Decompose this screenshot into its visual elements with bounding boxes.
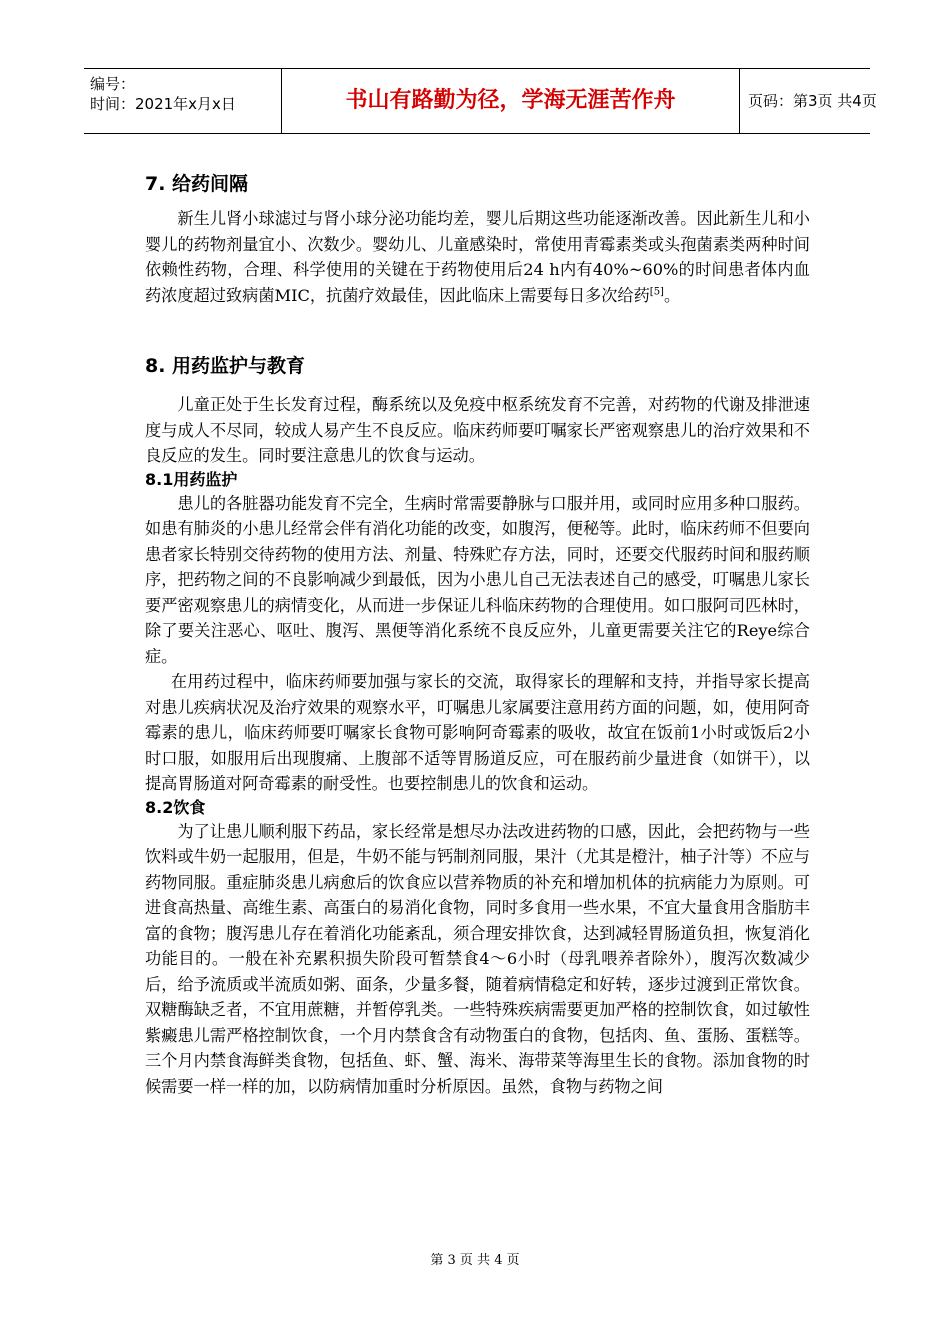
section-7-title: 7. 给药间隔 xyxy=(145,173,249,195)
header-motto: 书山有路勤为径，学海无涯苦作舟 xyxy=(282,69,740,133)
subsection-8-1-title: 8.1用药监护 xyxy=(145,469,238,489)
subsection-8-1-paragraph-2: 在用药过程中，临床药师要加强与家长的交流，取得家长的理解和支持，并指导家长提高对患儿疾病状况及治疗效果的观察水平，叮嘱患儿家属要注意用药方面的问题，如，使用阿奇霉素的患儿，临床药师要叮嘱家长食物可影响阿奇霉素的吸收，故宜在饭前1小时或饭后2小时口服，如服用后出现腹痛、上腹部不适等胃肠道反应，可在服药前少量进食（如饼干），以提高胃肠道对阿奇霉素的耐受性。也要控制患儿的饮食和运动。 xyxy=(145,672,810,793)
page-header xyxy=(84,68,877,134)
header-meta xyxy=(84,69,282,133)
page-footer: 第 3 页 共 4 页 xyxy=(430,1253,520,1268)
header-time-label: 时间：2021年x月x日 xyxy=(90,95,236,113)
header-page-info: 页码：第3页 共4页 xyxy=(748,92,877,110)
subsection-8-2-paragraph-1: 为了让患儿顺利服下药品，家长经常是想尽办法改进药物的口感，因此，会把药物与一些饮料或牛奶一起服用，但是，牛奶不能与钙制剂同服，果汁（尤其是橙汁，柚子汁等）不应与药物同服。重症肺炎患儿病愈后的饮食应以营养物质的补充和增加机体的抗病能力为原则。可进食高热量、高维生素、高蛋白的易消化食物，同时多食用一些水果，不宜大量食用含脂肪丰富的食物；腹泻患儿存在着消化功能紊乱，须合理安排饮食，达到减轻胃肠道负担，恢复消化功能目的。一般在补充累积损失阶段可暂禁食4～6小时（母乳喂养者除外），腹泻次数减少后，给予流质或半流质如粥、面条，少量多餐，随着病情稳定和好转，逐步过渡到正常饮食。双糖酶缺乏者，不宜用蔗糖，并暂停乳类。一些特殊疾病需要更加严格的控制饮食，如过敏性紫癜患儿需严格控制饮食，一个月内禁食含有动物蛋白的食物，包括肉、鱼、蛋肠、蛋糕等。三个月内禁食海鲜类食物，包括鱼、虾、蟹、海米、海带菜等海里生长的食物。添加食物的时候需要一样一样的加，以防病情加重时分析原因。虽然，食物与药物之间 xyxy=(145,821,810,1096)
section-7-end: 。 xyxy=(663,285,681,305)
section-8-title: 8. 用药监护与教育 xyxy=(145,355,306,377)
subsection-8-1-paragraph-1: 患儿的各脏器功能发育不完全，生病时常需要静脉与口服并用，或同时应用多种口服药。如患有肺炎的小患儿经常会伴有消化功能的改变，如腹泻，便秘等。此时，临床药师不但要向患者家长特别交待药物的使用方法、剂量、特殊贮存方法，同时，还要交代服药时间和服药顺序，把药物之间的不良影响减少到最低，因为小患儿自己无法表述自己的感受，叮嘱患儿家长要严密观察患儿的病情变化，从而进一步保证儿科临床药物的合理使用。如口服阿司匹林时，除了要关注恶心、呕吐、腹泻、黑便等消化系统不良反应外，儿童更需要关注它的Reye综合症。 xyxy=(145,493,810,666)
header-number-label: 编号： xyxy=(90,75,136,93)
document-body xyxy=(145,168,810,1099)
section-7-text: 新生儿肾小球滤过与肾小球分泌功能均差，婴儿后期这些功能逐渐改善。因此新生儿和小婴儿的药物剂量宜小、次数少。婴幼儿、儿童感染时，常使用青霉素类或头孢菌素类两种时间依赖性药物，合理、科学使用的关键在于药物使用后24 h内有40%~60%的时间患者体内血药浓度超过致病菌MIC，抗菌疗效最佳，因此临床上需要每日多次给药 xyxy=(145,209,810,305)
citation-ref: [5] xyxy=(649,286,664,298)
section-8-intro: 儿童正处于生长发育过程，酶系统以及免疫中枢系统发育不完善，对药物的代谢及排泄速度与成人不尽同，较成人易产生不良反应。临床药师要叮嘱家长严密观察患儿的治疗效果和不良反应的发生。同时要注意患儿的饮食与运动。 xyxy=(145,395,810,465)
subsection-8-2-title: 8.2饮食 xyxy=(145,797,206,817)
section-7-paragraph xyxy=(145,206,810,308)
